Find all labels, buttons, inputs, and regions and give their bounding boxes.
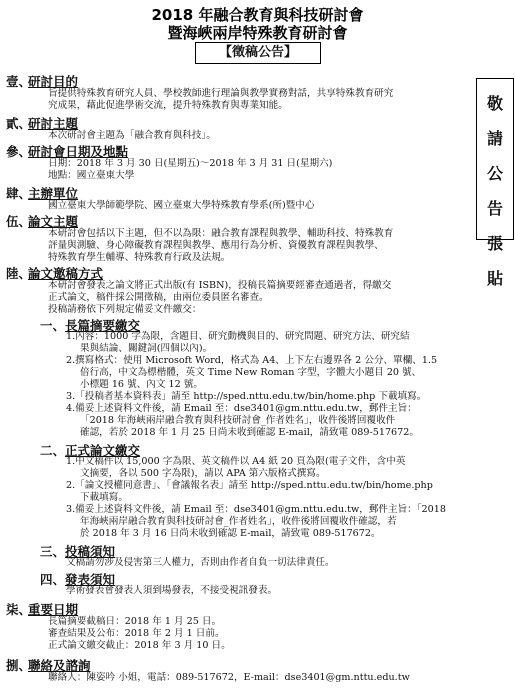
list-item: 下載填寫。: [80, 492, 128, 503]
section-number: 陸、: [6, 266, 32, 281]
section-number: 捌、: [6, 658, 32, 673]
list-item: 4.備妥上述資料文件後，請 Email 至：dse3401@gm.nttu.edu.tw，郵件主旨：: [66, 403, 417, 414]
date-line: 正式論文繳交截止：2018 年 3 月 10 日。: [48, 640, 231, 651]
subsection-number: 二、: [40, 443, 66, 458]
paragraph-line: 本研討會包括以下主題，但不以為限：融合教育課程與教學、輔助科技、特殊教育: [48, 228, 394, 239]
section-title: 聯絡及諮詢: [28, 658, 91, 673]
paragraph-line: 文稿請勿涉及侵害第三人權力，否則由作者自負一切法律責任。: [66, 557, 335, 568]
section-number: 伍、: [6, 214, 32, 229]
list-item: 2.撰寫格式：使用 Microsoft Word，格式為 A4、上下左右邊界各 2 公分、單欄、1.5: [66, 355, 438, 366]
subsection-number: 一、: [40, 318, 66, 333]
section-number: 柒、: [6, 602, 32, 617]
list-item: 於 2018 年 3 月 16 日尚未收到確認 E-mail，請致電 089-517672。: [80, 528, 381, 539]
document-subtitle: 暨海峽兩岸特殊教育研討會: [167, 24, 348, 42]
section-number: 肆、: [6, 186, 32, 201]
list-item: 1.內容：1000 字為限，含題目、研究動機與目的、研究問題、研究方法、研究結: [66, 331, 410, 342]
posting-notice-box: [476, 78, 514, 288]
paragraph-line: 本次研討會主題為「融合教育與科技」。: [48, 130, 216, 141]
posting-char: 公: [486, 164, 503, 183]
list-item: 果與結論、關鍵詞(四個以內)。: [80, 343, 213, 354]
paragraph-line: 旨提供特殊教育研究人員、學校教師進行理論與教學實務對話，共享特殊教育研究: [48, 88, 394, 99]
paragraph-line: 評量與測驗、身心障礙教育課程與教學、應用行為分析、資優教育課程與教學、: [48, 240, 384, 251]
posting-char: 張: [486, 234, 503, 253]
subsection-title: 正式論文繳交: [65, 443, 141, 458]
subsection-title: 發表須知: [65, 572, 116, 587]
date-line: 審查結果及公布：2018 年 2 月 1 日前。: [48, 628, 225, 639]
posting-char: 請: [486, 129, 503, 148]
posting-char: 敬: [486, 94, 503, 113]
paragraph-line: 正式論文，稿件採公開徵稿，由兩位委員匿名審查。: [48, 292, 269, 303]
paragraph-line: 究成果，藉此促進學術交流，提升特殊教育與專業知能。: [48, 100, 288, 111]
list-item: 確認，若於 2018 年 1 月 25 日尚未收到確認 E-mail，請致電 089-517672。: [80, 427, 419, 438]
list-item: 小標題 16 號、內文 12 號。: [80, 379, 203, 390]
list-item: 倍行高，中文為標楷體，英文 Time New Roman 字型，字體大小題目 20 號、: [80, 367, 422, 378]
list-item: 文摘要，各以 500 字為限)，請以 APA 第六版格式撰寫。: [80, 468, 326, 479]
posting-char: 貼: [486, 269, 503, 288]
section-title: 研討目的: [28, 74, 79, 89]
section-number: 貳、: [6, 116, 32, 131]
date-line: 長篇摘要截稿日：2018 年 1 月 25 日。: [48, 616, 222, 627]
list-item: 2.「論文授權同意書」、「會議報名表」請至 http://sped.nttu.edu.tw/bin/home.php: [66, 480, 433, 491]
section-title: 研討主題: [28, 116, 79, 131]
document-title: 2018 年融合教育與科技研討會: [151, 6, 364, 24]
subsection-number: 三、: [40, 544, 66, 559]
list-item: 「2018 年海峽兩岸融合教育與科技研討會_作者姓名」，收件後將回覆收件: [80, 415, 396, 426]
section-title: 論文主題: [28, 214, 79, 229]
list-item: 3.「投稿者基本資料表」請至 http://sped.nttu.edu.tw/bin/home.php 下載填寫。: [66, 391, 427, 402]
posting-char: 告: [486, 199, 503, 218]
list-item: 3.備妥上述資料文件後，請 Email 至：dse3401@gm.nttu.edu.tw，郵件主旨：「2018: [66, 504, 446, 515]
subsection-number: 四、: [40, 572, 66, 587]
subsection-title: 長篇摘要繳交: [65, 318, 141, 333]
paragraph-line: 學術發表會發表人須到場發表，不接受視訊發表。: [66, 585, 278, 596]
subsection-title: 投稿須知: [65, 544, 116, 559]
section-title: 重要日期: [28, 602, 79, 617]
event-date: 日期：2018 年 3 月 30 日(星期五)～2018 年 3 月 31 日(星期六): [48, 158, 333, 169]
paragraph-line: 特殊教育學生輔導、特殊教育行政及法規。: [48, 252, 231, 263]
event-place: 地點：國立臺東大學: [48, 170, 135, 181]
section-title: 主辦單位: [28, 186, 79, 201]
notice-label: 【徵稿公告】: [195, 42, 321, 64]
list-item: 1.中文稿件以 15,000 字為限、英文稿件以 A4 紙 20 頁為限(電子文件，含中英: [66, 456, 406, 467]
section-number: 壹、: [6, 74, 32, 89]
section-title: 研討會日期及地點: [28, 144, 129, 159]
paragraph-line: 國立臺東大學師範學院、國立臺東大學特殊教育學系(所)暨中心: [48, 200, 315, 211]
contact-line: 聯絡人：陳姿吟 小姐，電話：089-517672，E-mail：dse3401@gm.nttu.edu.tw: [48, 672, 410, 683]
paragraph-line: 本研討會發表之論文將正式出版(有 ISBN)，投稿長篇摘要經審查通過者，得繳交: [48, 280, 392, 291]
list-item: 年海峽兩岸融合教育與科技研討會_作者姓名」，收件後將回覆收件確認，若: [80, 516, 397, 527]
section-number: 參、: [6, 144, 32, 159]
section-title: 論文邀稿方式: [28, 266, 104, 281]
paragraph-line: 投稿請務依下列規定備妥文件繳交：: [48, 304, 202, 315]
